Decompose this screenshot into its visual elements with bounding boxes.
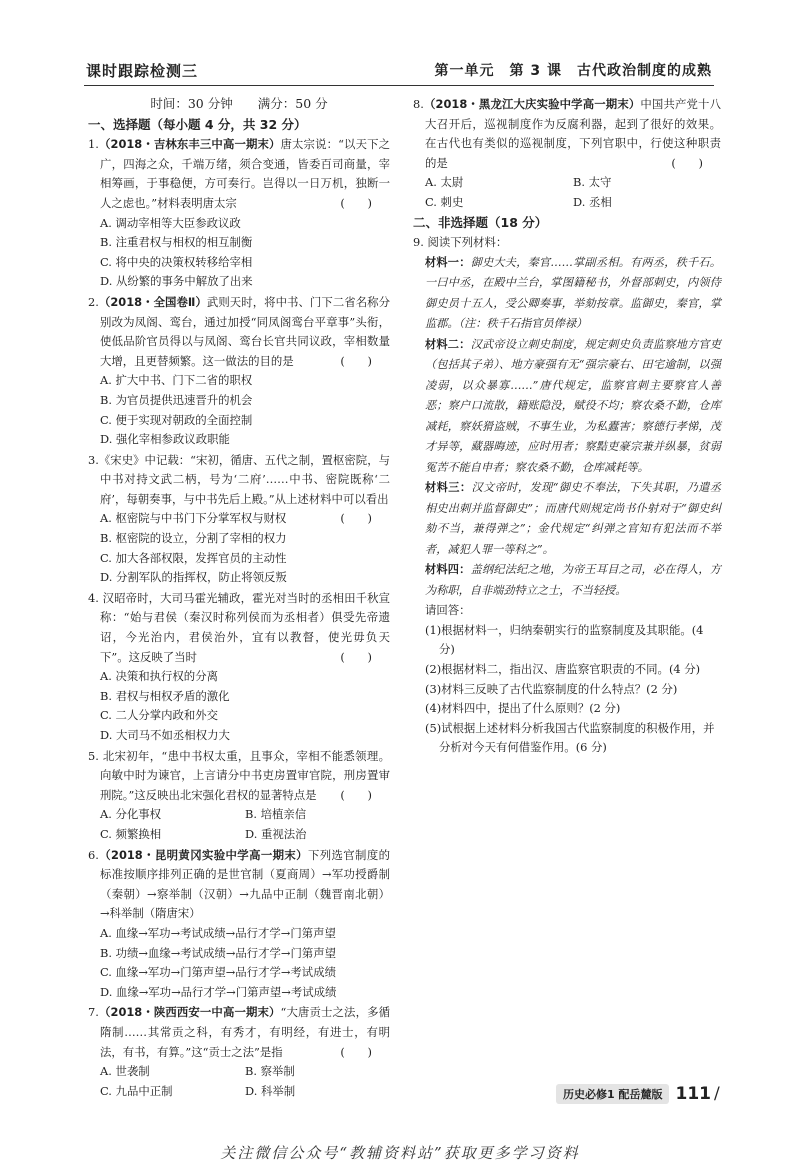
header-divider — [84, 85, 714, 86]
q1-source: （2018・吉林东丰三中高一期末） — [98, 137, 281, 152]
question-8 — [413, 95, 721, 213]
q7-option-d[interactable]: D. 科举制 — [245, 1083, 296, 1098]
question-5 — [88, 747, 390, 845]
q7-answer-blank[interactable]: ( ) — [340, 1044, 372, 1059]
q2-num: 2. — [88, 294, 99, 309]
q1-answer-blank[interactable]: ( ) — [340, 195, 372, 210]
q9-material-2-label: 材料二： — [425, 337, 471, 351]
q9-sub-3: (3)材料三反映了古代监察制度的什么特点？(2 分) — [425, 681, 678, 696]
page-number: 111 — [675, 1084, 711, 1104]
q9-material-1-label: 材料一： — [425, 255, 471, 269]
q6-option-d[interactable]: D. 血缘→军功→品行才学→门第声望→考试成绩 — [100, 984, 337, 999]
q9-material-4-label: 材料四： — [425, 563, 471, 577]
q2-option-a[interactable]: A. 扩大中书、门下二省的职权 — [100, 373, 253, 388]
q3-option-c[interactable]: C. 加大各部权限，发挥官员的主动性 — [100, 550, 287, 565]
header-left-title: 课时跟踪检测三 — [86, 62, 199, 80]
q8-option-b[interactable]: B. 太守 — [573, 175, 612, 190]
q1-option-d[interactable]: D. 从纷繁的事务中解放了出来 — [100, 274, 253, 289]
q4-answer-blank[interactable]: ( ) — [340, 649, 372, 664]
q8-answer-blank[interactable]: ( ) — [671, 155, 703, 170]
q4-stem: 4. 汉昭帝时，大司马霍光辅政，霍光对当时的丞相田千秋宣称：“始与君侯（秦汉时称列侯而为丞相者）俱受先帝遗诏，今光治内，君侯治外，宜有以教督，使光毋负天下”。这反映了当时 — [88, 590, 390, 664]
q7-num: 7. — [88, 1005, 99, 1020]
q6-option-a[interactable]: A. 血缘→军功→考试成绩→品行才学→门第声望 — [100, 925, 336, 940]
q9-material-1-text: 御史大夫，秦官……掌副丞相。有两丞，秩千石。一曰中丞，在殿中兰台，掌图籍秘书，外督部刺史，内领侍御史员十五人，受公卿奏事，举劾按章。监御史，秦官，掌监郡。（注：秩千石指官员俸禄） — [425, 255, 721, 331]
q2-stem: 武则天时，将中书、门下二省名称分别改为凤阁、鸾台，通过加授“同凤阁鸾台平章事”头衔，使低品阶官员得以与凤阁、鸾台长官共同议政，宰相数量大增，且更替频繁。这一做法的目的是 — [100, 294, 390, 368]
q8-num: 8. — [413, 97, 424, 111]
q8-option-a[interactable]: A. 太尉 — [425, 175, 464, 190]
right-column — [413, 94, 721, 758]
q6-stem: 下列选官制度的标准按顺序排列正确的是世官制（夏商周）→军功授爵制（秦朝）→察举制（汉朝）→九品中正制（魏晋南北朝）→科举制（隋唐宋） — [100, 847, 390, 921]
timing: 时间：30 分钟 满分：50 分 — [150, 96, 328, 111]
footer-book-label: 历史必修1 配岳麓版 — [556, 1084, 669, 1104]
question-9 — [413, 233, 721, 758]
q9-material-4-text: 盖纲纪法纪之地，为帝王耳目之司，必在得人，方为称职，自非端劲特立之士，不当轻授。 — [425, 563, 721, 597]
q6-option-c[interactable]: C. 血缘→军功→门第声望→品行才学→考试成绩 — [100, 965, 336, 980]
q9-material-1 — [413, 253, 721, 335]
q9-intro: 9. 阅读下列材料： — [413, 235, 508, 250]
q9-material-4 — [413, 560, 721, 601]
q7-option-c[interactable]: C. 九品中正制 — [100, 1083, 173, 1098]
bottom-promo-note: 关注微信公众号“教辅资料站”获取更多学习资料 — [220, 1144, 580, 1162]
q2-option-d[interactable]: D. 强化宰相参政议政职能 — [100, 432, 230, 447]
footer-slash: / — [713, 1084, 720, 1104]
question-3 — [88, 451, 390, 588]
q5-stem: 5. 北宋初年，“患中书权太重，且事众，宰相不能悉领理。向敏中时为谏官，上言请分中书吏房置审官院，刑房置审刑院。”这反映出北宋强化君权的显著特点是 — [88, 748, 390, 802]
left-column — [88, 94, 390, 1101]
q6-num: 6. — [88, 847, 99, 862]
page-footer — [556, 1084, 720, 1104]
q9-ask: 请回答： — [425, 603, 471, 618]
q3-answer-blank[interactable]: ( ) — [340, 511, 372, 526]
question-7 — [88, 1003, 390, 1101]
q2-option-b[interactable]: B. 为官员提供迅速晋升的机会 — [100, 392, 253, 407]
q9-material-3-label: 材料三： — [425, 481, 472, 495]
question-6 — [88, 846, 390, 1003]
section-essay-heading: 二、非选择题（18 分） — [413, 214, 548, 230]
q2-option-c[interactable]: C. 便于实现对朝政的全面控制 — [100, 412, 253, 427]
q5-option-c[interactable]: C. 频繁换相 — [100, 826, 162, 841]
q4-option-d[interactable]: D. 大司马不如丞相权力大 — [100, 728, 230, 742]
q8-stem: 中国共产党十八大召开后，巡视制度作为反腐利器，起到了很好的效果。在古代也有类似的巡视制度，下列官职中，行使这种职责的是 — [425, 97, 721, 170]
question-4 — [88, 589, 390, 746]
q8-source: （2018・黑龙江大庆实验中学高一期末） — [423, 97, 641, 111]
q1-stem: 唐太宗说：“以天下之广，四海之众，千端万绪，须合变通，皆委百司商量，宰相筹画，于事稳便，方可奏行。岂得以一日万机，独断一人之虑也。”材料表明唐太宗 — [100, 137, 390, 210]
q9-material-2 — [413, 335, 721, 479]
q9-material-2-text: 汉武帝设立刺史制度，规定刺史负责监察地方官吏（包括其子弟）、地方豪强有无“强宗豪右、田宅逾制，以强凌弱，以众暴寡……”唐代规定，监察官刺主要察官人善恶；察户口流散，籍账隐没，赋役不均；察农桑不勤，仓库减耗，察妖猾盗贼，不事生业，为私蠹害；察德行孝悌，茂才异等，藏器晦迹，应时用者；察黠吏豪宗兼并纵暴，贫弱冤苦不能自申者；察农桑不勤，仓库减耗等。 — [425, 337, 721, 474]
q5-option-d[interactable]: D. 重视法治 — [245, 826, 307, 841]
q9-material-3-text: 汉文帝时，发现“御史不奉法，下失其职，乃遣丞相史出刺并监督御史”；而唐代则规定尚书仆射对于“御史纠劾不当，兼得弹之”；金代规定“纠弹之官知有犯法而不举者，减犯人罪一等科之”。 — [425, 481, 721, 556]
q9-material-3 — [413, 478, 721, 560]
q7-source: （2018・陕西西安一中高一期末） — [98, 1005, 281, 1020]
q3-stem: 3.《宋史》中记载：“宋初，循唐、五代之制，置枢密院，与中书对持文武二柄，号为‘二府’……中书、密院既称‘二府’，每朝奏事，与中书先后上殿。”从上述材料中可以看出 — [88, 452, 390, 506]
q9-sub-1: (1)根据材料一，归纳秦朝实行的监察制度及其职能。(4 分) — [425, 622, 704, 657]
section-choice-heading: 一、选择题（每小题 4 分，共 32 分） — [88, 116, 307, 132]
q3-option-d[interactable]: D. 分割军队的指挥权，防止将领反叛 — [100, 570, 287, 585]
q9-sub-4: (4)材料四中，提出了什么原则？(2 分) — [425, 701, 621, 716]
q4-option-a[interactable]: A. 决策和执行权的分离 — [100, 669, 218, 684]
q9-sub-2: (2)根据材料二，指出汉、唐监察官职责的不同。(4 分) — [425, 662, 701, 677]
q8-option-d[interactable]: D. 丞相 — [573, 194, 612, 209]
question-1 — [88, 135, 390, 292]
q6-source: （2018・昆明黄冈实验中学高一期末） — [98, 847, 308, 862]
question-2 — [88, 293, 390, 450]
q9-sub-5: (5)试根据上述材料分析我国古代监察制度的积极作用，并分析对今天有何借鉴作用。(6 分) — [425, 720, 715, 755]
q1-num: 1. — [88, 137, 99, 152]
header-right-title: 第一单元 第 3 课 古代政治制度的成熟 — [434, 63, 712, 79]
q2-answer-blank[interactable]: ( ) — [340, 353, 372, 368]
q2-source: （2018・全国卷Ⅱ） — [98, 294, 207, 309]
q1-option-c[interactable]: C. 将中央的决策权转移给宰相 — [100, 254, 253, 269]
q4-option-b[interactable]: B. 君权与相权矛盾的激化 — [100, 688, 230, 703]
q1-option-b[interactable]: B. 注重君权与相权的相互制衡 — [100, 235, 253, 250]
q7-option-a[interactable]: A. 世袭制 — [100, 1064, 150, 1079]
q3-option-b[interactable]: B. 枢密院的设立，分割了宰相的权力 — [100, 531, 287, 546]
q1-option-a[interactable]: A. 调动宰相等大臣参政议政 — [100, 215, 241, 230]
q7-option-b[interactable]: B. 察举制 — [245, 1064, 295, 1079]
q5-option-b[interactable]: B. 培植亲信 — [245, 807, 307, 822]
q3-option-a[interactable]: A. 枢密院与中书门下分掌军权与财权 — [100, 511, 287, 526]
q8-option-c[interactable]: C. 刺史 — [425, 194, 464, 209]
q5-answer-blank[interactable]: ( ) — [340, 787, 372, 802]
q4-option-c[interactable]: C. 二人分掌内政和外交 — [100, 708, 219, 723]
q5-option-a[interactable]: A. 分化事权 — [100, 807, 162, 822]
q6-option-b[interactable]: B. 功绩→血缘→考试成绩→品行才学→门第声望 — [100, 945, 337, 960]
q7-stem: “大唐贡士之法，多循隋制……其常贡之科，有秀才，有明经，有进士，有明法，有书，有算。”这“贡士之法”是指 — [100, 1005, 390, 1059]
